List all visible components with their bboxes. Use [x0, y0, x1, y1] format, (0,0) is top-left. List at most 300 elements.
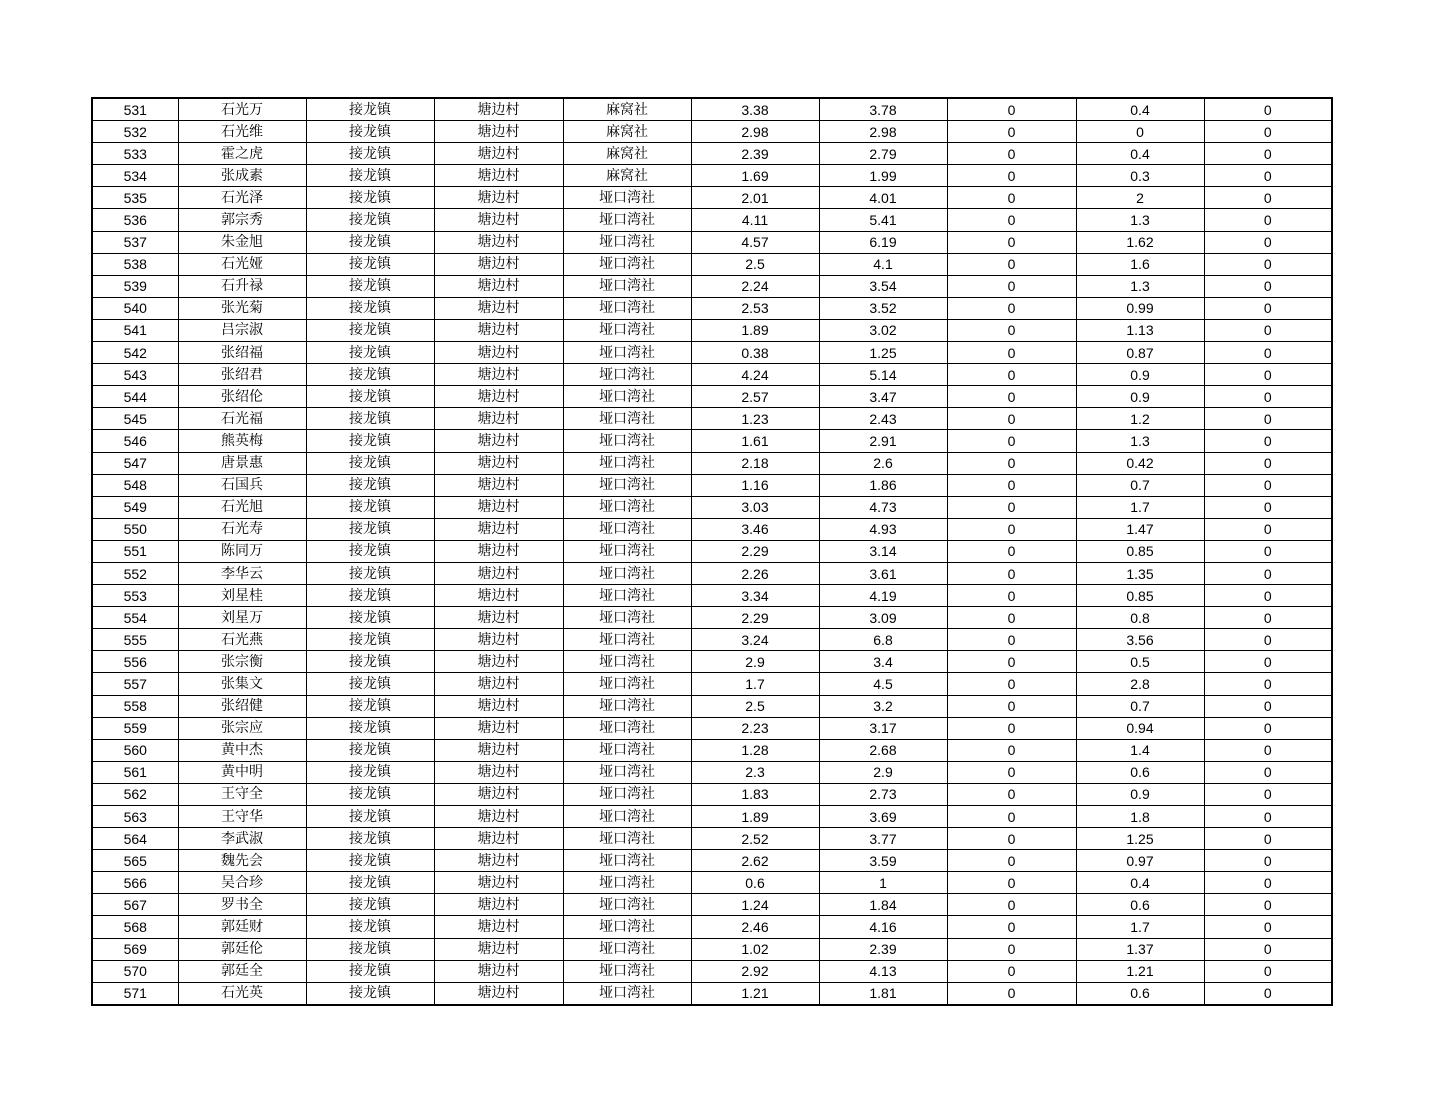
cell-value-b: 3.59: [819, 850, 947, 872]
cell-value-d: 0.3: [1076, 165, 1204, 187]
cell-group: 垭口湾社: [563, 342, 691, 364]
cell-value-c: 0: [947, 518, 1076, 540]
cell-value-b: 4.5: [819, 673, 947, 695]
cell-name: 熊英梅: [178, 430, 306, 452]
cell-value-a: 3.38: [691, 98, 819, 121]
cell-town: 接龙镇: [306, 143, 434, 165]
cell-value-a: 2.46: [691, 916, 819, 938]
cell-town: 接龙镇: [306, 342, 434, 364]
cell-name: 石光福: [178, 408, 306, 430]
cell-group: 麻窝社: [563, 165, 691, 187]
cell-value-d: 0.6: [1076, 982, 1204, 1005]
cell-town: 接龙镇: [306, 297, 434, 319]
cell-value-e: 0: [1204, 209, 1332, 231]
cell-village: 塘边村: [434, 562, 563, 584]
cell-value-e: 0: [1204, 98, 1332, 121]
cell-row-number: 557: [92, 673, 178, 695]
table-row: [92, 452, 1332, 474]
cell-value-c: 0: [947, 187, 1076, 209]
cell-group: 垭口湾社: [563, 894, 691, 916]
table-row: [92, 651, 1332, 673]
cell-value-c: 0: [947, 253, 1076, 275]
cell-value-d: 0.6: [1076, 761, 1204, 783]
cell-name: 郭廷财: [178, 916, 306, 938]
cell-value-e: 0: [1204, 540, 1332, 562]
table-row: [92, 629, 1332, 651]
cell-value-a: 1.7: [691, 673, 819, 695]
cell-group: 垭口湾社: [563, 695, 691, 717]
cell-value-b: 4.16: [819, 916, 947, 938]
cell-town: 接龙镇: [306, 982, 434, 1005]
cell-value-b: 2.68: [819, 739, 947, 761]
cell-name: 石光维: [178, 121, 306, 143]
table-row: [92, 98, 1332, 121]
cell-group: 垭口湾社: [563, 540, 691, 562]
cell-town: 接龙镇: [306, 386, 434, 408]
table-row: [92, 828, 1332, 850]
cell-value-e: 0: [1204, 850, 1332, 872]
cell-value-c: 0: [947, 474, 1076, 496]
cell-village: 塘边村: [434, 231, 563, 253]
cell-value-b: 3.52: [819, 297, 947, 319]
cell-row-number: 559: [92, 717, 178, 739]
cell-town: 接龙镇: [306, 165, 434, 187]
cell-value-b: 3.09: [819, 607, 947, 629]
cell-town: 接龙镇: [306, 717, 434, 739]
cell-town: 接龙镇: [306, 828, 434, 850]
cell-town: 接龙镇: [306, 408, 434, 430]
cell-value-b: 4.19: [819, 585, 947, 607]
cell-value-d: 0.9: [1076, 364, 1204, 386]
cell-value-e: 0: [1204, 518, 1332, 540]
cell-value-b: 4.13: [819, 960, 947, 982]
cell-value-c: 0: [947, 209, 1076, 231]
cell-value-b: 3.2: [819, 695, 947, 717]
cell-value-b: 4.93: [819, 518, 947, 540]
cell-value-d: 1.35: [1076, 562, 1204, 584]
cell-town: 接龙镇: [306, 761, 434, 783]
cell-village: 塘边村: [434, 806, 563, 828]
table-row: [92, 960, 1332, 982]
cell-name: 张绍伦: [178, 386, 306, 408]
table-row: [92, 761, 1332, 783]
cell-value-a: 1.89: [691, 806, 819, 828]
cell-value-c: 0: [947, 430, 1076, 452]
table-row: [92, 783, 1332, 805]
cell-town: 接龙镇: [306, 319, 434, 341]
cell-value-d: 0.87: [1076, 342, 1204, 364]
cell-town: 接龙镇: [306, 452, 434, 474]
cell-village: 塘边村: [434, 452, 563, 474]
table-row: [92, 474, 1332, 496]
cell-value-c: 0: [947, 717, 1076, 739]
cell-row-number: 568: [92, 916, 178, 938]
cell-value-c: 0: [947, 850, 1076, 872]
cell-value-d: 0.85: [1076, 585, 1204, 607]
cell-value-d: 2: [1076, 187, 1204, 209]
cell-name: 吕宗淑: [178, 319, 306, 341]
cell-row-number: 549: [92, 496, 178, 518]
cell-row-number: 550: [92, 518, 178, 540]
cell-row-number: 532: [92, 121, 178, 143]
cell-value-e: 0: [1204, 938, 1332, 960]
cell-value-b: 3.54: [819, 275, 947, 297]
cell-group: 垭口湾社: [563, 739, 691, 761]
cell-town: 接龙镇: [306, 562, 434, 584]
table-row: [92, 275, 1332, 297]
cell-name: 石国兵: [178, 474, 306, 496]
table-row: [92, 585, 1332, 607]
table-row: [92, 695, 1332, 717]
cell-value-d: 1.2: [1076, 408, 1204, 430]
cell-town: 接龙镇: [306, 518, 434, 540]
cell-value-d: 0.85: [1076, 540, 1204, 562]
cell-value-a: 4.24: [691, 364, 819, 386]
cell-value-d: 1.62: [1076, 231, 1204, 253]
cell-name: 王守华: [178, 806, 306, 828]
cell-name: 刘星万: [178, 607, 306, 629]
cell-value-e: 0: [1204, 452, 1332, 474]
cell-value-d: 1.8: [1076, 806, 1204, 828]
table-row: [92, 607, 1332, 629]
cell-value-e: 0: [1204, 761, 1332, 783]
cell-value-a: 2.18: [691, 452, 819, 474]
cell-name: 李武淑: [178, 828, 306, 850]
cell-row-number: 546: [92, 430, 178, 452]
cell-value-c: 0: [947, 496, 1076, 518]
cell-value-b: 5.41: [819, 209, 947, 231]
cell-town: 接龙镇: [306, 540, 434, 562]
cell-group: 垭口湾社: [563, 916, 691, 938]
cell-town: 接龙镇: [306, 364, 434, 386]
cell-name: 李华云: [178, 562, 306, 584]
table-row: [92, 938, 1332, 960]
cell-value-c: 0: [947, 98, 1076, 121]
cell-value-e: 0: [1204, 165, 1332, 187]
cell-value-b: 2.39: [819, 938, 947, 960]
cell-value-a: 3.34: [691, 585, 819, 607]
cell-row-number: 547: [92, 452, 178, 474]
cell-value-c: 0: [947, 585, 1076, 607]
cell-row-number: 540: [92, 297, 178, 319]
cell-village: 塘边村: [434, 629, 563, 651]
cell-row-number: 566: [92, 872, 178, 894]
cell-value-d: 0.99: [1076, 297, 1204, 319]
cell-value-a: 2.5: [691, 695, 819, 717]
cell-group: 垭口湾社: [563, 297, 691, 319]
cell-value-d: 0.4: [1076, 98, 1204, 121]
cell-value-b: 3.69: [819, 806, 947, 828]
cell-town: 接龙镇: [306, 739, 434, 761]
cell-name: 黄中杰: [178, 739, 306, 761]
cell-group: 垭口湾社: [563, 585, 691, 607]
cell-town: 接龙镇: [306, 275, 434, 297]
cell-name: 石升禄: [178, 275, 306, 297]
cell-value-d: 0.94: [1076, 717, 1204, 739]
cell-village: 塘边村: [434, 540, 563, 562]
cell-row-number: 565: [92, 850, 178, 872]
cell-value-a: 0.6: [691, 872, 819, 894]
cell-value-e: 0: [1204, 673, 1332, 695]
cell-village: 塘边村: [434, 850, 563, 872]
cell-value-a: 1.83: [691, 783, 819, 805]
cell-village: 塘边村: [434, 209, 563, 231]
cell-row-number: 551: [92, 540, 178, 562]
cell-village: 塘边村: [434, 143, 563, 165]
table-row: [92, 187, 1332, 209]
cell-group: 垭口湾社: [563, 452, 691, 474]
cell-village: 塘边村: [434, 187, 563, 209]
cell-village: 塘边村: [434, 98, 563, 121]
cell-row-number: 569: [92, 938, 178, 960]
cell-value-e: 0: [1204, 297, 1332, 319]
cell-value-c: 0: [947, 319, 1076, 341]
cell-value-e: 0: [1204, 651, 1332, 673]
cell-value-e: 0: [1204, 231, 1332, 253]
cell-village: 塘边村: [434, 496, 563, 518]
cell-row-number: 553: [92, 585, 178, 607]
cell-town: 接龙镇: [306, 695, 434, 717]
cell-value-b: 2.73: [819, 783, 947, 805]
cell-value-d: 1.3: [1076, 209, 1204, 231]
cell-group: 垭口湾社: [563, 562, 691, 584]
cell-value-c: 0: [947, 739, 1076, 761]
cell-value-a: 2.23: [691, 717, 819, 739]
cell-value-b: 2.79: [819, 143, 947, 165]
cell-town: 接龙镇: [306, 783, 434, 805]
cell-village: 塘边村: [434, 607, 563, 629]
cell-name: 霍之虎: [178, 143, 306, 165]
cell-value-d: 0.9: [1076, 783, 1204, 805]
cell-value-e: 0: [1204, 121, 1332, 143]
cell-value-a: 2.52: [691, 828, 819, 850]
cell-value-e: 0: [1204, 717, 1332, 739]
cell-village: 塘边村: [434, 275, 563, 297]
cell-value-e: 0: [1204, 143, 1332, 165]
cell-row-number: 543: [92, 364, 178, 386]
cell-value-c: 0: [947, 828, 1076, 850]
cell-value-b: 4.01: [819, 187, 947, 209]
cell-group: 垭口湾社: [563, 673, 691, 695]
table-body: [92, 98, 1332, 1005]
cell-value-c: 0: [947, 872, 1076, 894]
cell-village: 塘边村: [434, 938, 563, 960]
table-row: [92, 850, 1332, 872]
cell-value-a: 2.01: [691, 187, 819, 209]
cell-group: 垭口湾社: [563, 430, 691, 452]
cell-value-c: 0: [947, 673, 1076, 695]
cell-value-c: 0: [947, 452, 1076, 474]
cell-name: 郭宗秀: [178, 209, 306, 231]
cell-value-b: 1.84: [819, 894, 947, 916]
cell-value-a: 1.24: [691, 894, 819, 916]
cell-value-e: 0: [1204, 253, 1332, 275]
cell-value-e: 0: [1204, 430, 1332, 452]
cell-village: 塘边村: [434, 739, 563, 761]
table-row: [92, 894, 1332, 916]
cell-value-b: 5.14: [819, 364, 947, 386]
cell-value-d: 0.97: [1076, 850, 1204, 872]
table-row: [92, 806, 1332, 828]
cell-row-number: 562: [92, 783, 178, 805]
cell-row-number: 538: [92, 253, 178, 275]
cell-value-c: 0: [947, 607, 1076, 629]
cell-value-e: 0: [1204, 496, 1332, 518]
cell-name: 张宗衡: [178, 651, 306, 673]
cell-value-d: 1.7: [1076, 916, 1204, 938]
cell-value-e: 0: [1204, 894, 1332, 916]
cell-value-d: 0: [1076, 121, 1204, 143]
cell-town: 接龙镇: [306, 121, 434, 143]
cell-group: 垭口湾社: [563, 850, 691, 872]
cell-value-e: 0: [1204, 607, 1332, 629]
cell-name: 石光寿: [178, 518, 306, 540]
cell-village: 塘边村: [434, 386, 563, 408]
table-row: [92, 165, 1332, 187]
cell-name: 张成素: [178, 165, 306, 187]
cell-village: 塘边村: [434, 297, 563, 319]
cell-group: 垭口湾社: [563, 187, 691, 209]
cell-row-number: 560: [92, 739, 178, 761]
cell-value-a: 4.11: [691, 209, 819, 231]
table-row: [92, 430, 1332, 452]
cell-group: 垭口湾社: [563, 518, 691, 540]
cell-value-a: 4.57: [691, 231, 819, 253]
cell-town: 接龙镇: [306, 585, 434, 607]
cell-value-a: 2.29: [691, 540, 819, 562]
cell-row-number: 541: [92, 319, 178, 341]
cell-town: 接龙镇: [306, 938, 434, 960]
cell-village: 塘边村: [434, 982, 563, 1005]
cell-value-b: 3.4: [819, 651, 947, 673]
cell-town: 接龙镇: [306, 496, 434, 518]
cell-value-a: 2.92: [691, 960, 819, 982]
cell-value-b: 3.77: [819, 828, 947, 850]
cell-village: 塘边村: [434, 828, 563, 850]
cell-value-c: 0: [947, 386, 1076, 408]
table-row: [92, 209, 1332, 231]
cell-value-d: 2.8: [1076, 673, 1204, 695]
cell-group: 麻窝社: [563, 143, 691, 165]
cell-value-c: 0: [947, 783, 1076, 805]
table-row: [92, 872, 1332, 894]
cell-value-d: 0.7: [1076, 695, 1204, 717]
cell-group: 垭口湾社: [563, 319, 691, 341]
cell-value-e: 0: [1204, 828, 1332, 850]
cell-value-b: 3.02: [819, 319, 947, 341]
cell-name: 唐景惠: [178, 452, 306, 474]
cell-value-d: 0.6: [1076, 894, 1204, 916]
cell-value-e: 0: [1204, 960, 1332, 982]
cell-value-c: 0: [947, 231, 1076, 253]
cell-village: 塘边村: [434, 342, 563, 364]
cell-value-d: 0.7: [1076, 474, 1204, 496]
cell-value-d: 1.21: [1076, 960, 1204, 982]
cell-town: 接龙镇: [306, 916, 434, 938]
cell-value-e: 0: [1204, 695, 1332, 717]
cell-village: 塘边村: [434, 651, 563, 673]
cell-name: 石光泽: [178, 187, 306, 209]
cell-village: 塘边村: [434, 430, 563, 452]
cell-group: 垭口湾社: [563, 364, 691, 386]
cell-value-a: 1.21: [691, 982, 819, 1005]
cell-town: 接龙镇: [306, 872, 434, 894]
table-row: [92, 319, 1332, 341]
cell-town: 接龙镇: [306, 651, 434, 673]
cell-name: 张集文: [178, 673, 306, 695]
cell-name: 王守全: [178, 783, 306, 805]
table-row: [92, 540, 1332, 562]
cell-name: 石光英: [178, 982, 306, 1005]
cell-value-b: 3.17: [819, 717, 947, 739]
cell-value-a: 2.57: [691, 386, 819, 408]
cell-value-b: 2.6: [819, 452, 947, 474]
cell-value-d: 0.4: [1076, 143, 1204, 165]
cell-value-a: 2.53: [691, 297, 819, 319]
cell-name: 郭廷伦: [178, 938, 306, 960]
cell-village: 塘边村: [434, 474, 563, 496]
cell-town: 接龙镇: [306, 629, 434, 651]
cell-value-c: 0: [947, 540, 1076, 562]
cell-group: 垭口湾社: [563, 717, 691, 739]
cell-name: 石光旭: [178, 496, 306, 518]
cell-value-e: 0: [1204, 342, 1332, 364]
cell-row-number: 555: [92, 629, 178, 651]
cell-name: 石光万: [178, 98, 306, 121]
cell-value-d: 1.6: [1076, 253, 1204, 275]
cell-value-c: 0: [947, 695, 1076, 717]
cell-town: 接龙镇: [306, 187, 434, 209]
data-table: [91, 97, 1333, 1006]
table-row: [92, 364, 1332, 386]
cell-value-a: 2.26: [691, 562, 819, 584]
cell-row-number: 558: [92, 695, 178, 717]
cell-value-e: 0: [1204, 982, 1332, 1005]
cell-value-c: 0: [947, 297, 1076, 319]
cell-value-d: 1.3: [1076, 430, 1204, 452]
cell-value-b: 4.1: [819, 253, 947, 275]
table-row: [92, 121, 1332, 143]
cell-row-number: 539: [92, 275, 178, 297]
cell-value-b: 2.98: [819, 121, 947, 143]
cell-row-number: 548: [92, 474, 178, 496]
cell-value-e: 0: [1204, 386, 1332, 408]
cell-group: 垭口湾社: [563, 938, 691, 960]
table-row: [92, 739, 1332, 761]
cell-town: 接龙镇: [306, 98, 434, 121]
cell-value-a: 2.98: [691, 121, 819, 143]
cell-town: 接龙镇: [306, 607, 434, 629]
cell-town: 接龙镇: [306, 673, 434, 695]
cell-value-b: 1.86: [819, 474, 947, 496]
cell-town: 接龙镇: [306, 850, 434, 872]
cell-value-a: 1.69: [691, 165, 819, 187]
cell-group: 垭口湾社: [563, 231, 691, 253]
cell-group: 垭口湾社: [563, 253, 691, 275]
cell-value-d: 1.47: [1076, 518, 1204, 540]
cell-value-e: 0: [1204, 739, 1332, 761]
cell-row-number: 554: [92, 607, 178, 629]
cell-row-number: 564: [92, 828, 178, 850]
cell-name: 郭廷全: [178, 960, 306, 982]
cell-group: 麻窝社: [563, 98, 691, 121]
cell-value-c: 0: [947, 982, 1076, 1005]
cell-value-c: 0: [947, 143, 1076, 165]
cell-value-b: 1.99: [819, 165, 947, 187]
cell-town: 接龙镇: [306, 806, 434, 828]
table-row: [92, 717, 1332, 739]
cell-name: 石光娅: [178, 253, 306, 275]
